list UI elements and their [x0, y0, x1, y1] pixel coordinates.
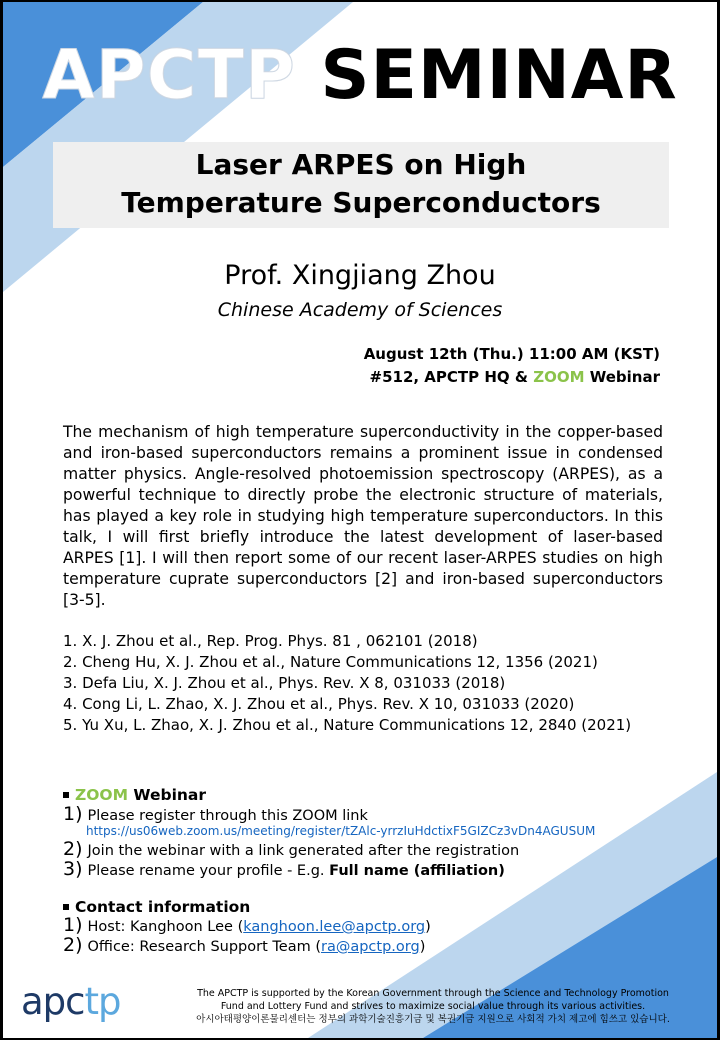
event-datetime: August 12th (Thu.) 11:00 AM (KST)	[363, 345, 660, 363]
seminar-title	[3, 36, 717, 116]
talk-title-line-2: Temperature Superconductors	[121, 186, 601, 219]
title-seminar: SEMINAR	[320, 36, 678, 115]
reference-item: 2. Cheng Hu, X. J. Zhou et al., Nature Communications 12, 1356 (2021)	[63, 653, 598, 671]
contact-host: 1) Host: Kanghoon Lee (kanghoon.lee@apctp.org)	[63, 914, 431, 936]
talk-title-line-1: Laser ARPES on High	[195, 148, 527, 181]
event-info	[364, 343, 660, 389]
abstract-text: The mechanism of high temperature superconductivity in the copper-based and iron-based superconductors remains a prominent issue in condensed matter physics. Angle-resolved photoemission spectroscopy (ARPES), as a powerful technique to directly probe the electronic structure of materials, has played a key role in studying high temperature superconductors. In this talk, I will first briefly introduce the latest development of laser-based ARPES [1]. I will then report some of our recent laser-ARPES studies on high temperature cuprate superconductors [2] and iron-based superconductors [3-5].	[63, 423, 663, 609]
footer-notice: The APCTP is supported by the Korean Government through the Science and Technology Promotion Fund and Lottery Fund and strives to maximize social value through its various activities. 아시아태평양이론물리센터는 정부의 과학기술진흥기금 및 복권기금 지원으로 사회적 가치 제고에 힘쓰고 있습니다.	[196, 988, 670, 1025]
office-email-link[interactable]: ra@apctp.org	[320, 939, 420, 955]
zoom-step-3: 3) Please rename your profile - E.g. Full name (affiliation)	[63, 858, 505, 880]
talk-title	[53, 146, 669, 222]
zoom-registration-link[interactable]: https://us06web.zoom.us/meeting/register/tZAlc-yrrzIuHdctixF5GIZCz3vDn4AGUSUM	[86, 824, 596, 838]
speaker-affiliation: Chinese Academy of Sciences	[217, 299, 503, 321]
zoom-section-heading: ZOOM Webinar	[63, 786, 206, 804]
reference-item: 5. Yu Xu, L. Zhao, X. J. Zhou et al., Nature Communications 12, 2840 (2021)	[63, 716, 632, 734]
contact-office: 2) Office: Research Support Team (ra@apctp.org)	[63, 934, 426, 956]
zoom-step-1: 1) Please register through this ZOOM link	[63, 803, 368, 825]
seminar-poster	[3, 2, 717, 1038]
bullet-square-icon	[63, 904, 69, 910]
host-email-link[interactable]: kanghoon.lee@apctp.org	[243, 919, 426, 935]
references-list	[63, 631, 663, 736]
reference-item: 1. X. J. Zhou et al., Rep. Prog. Phys. 81 , 062101 (2018)	[63, 632, 478, 650]
reference-item: 3. Defa Liu, X. J. Zhou et al., Phys. Rev. X 8, 031033 (2018)	[63, 674, 506, 692]
event-venue: #512, APCTP HQ & ZOOM Webinar	[369, 368, 660, 386]
speaker-name: Prof. Xingjiang Zhou	[224, 260, 496, 291]
contact-section-heading: Contact information	[63, 898, 250, 916]
reference-item: 4. Cong Li, L. Zhao, X. J. Zhou et al., Phys. Rev. X 10, 031033 (2020)	[63, 695, 575, 713]
zoom-word: ZOOM	[533, 368, 585, 386]
title-apctp: APCTP	[42, 36, 296, 115]
apctp-logo: apctp	[21, 980, 121, 1023]
bullet-square-icon	[63, 792, 69, 798]
zoom-step-2: 2) Join the webinar with a link generated after the registration	[63, 838, 520, 860]
